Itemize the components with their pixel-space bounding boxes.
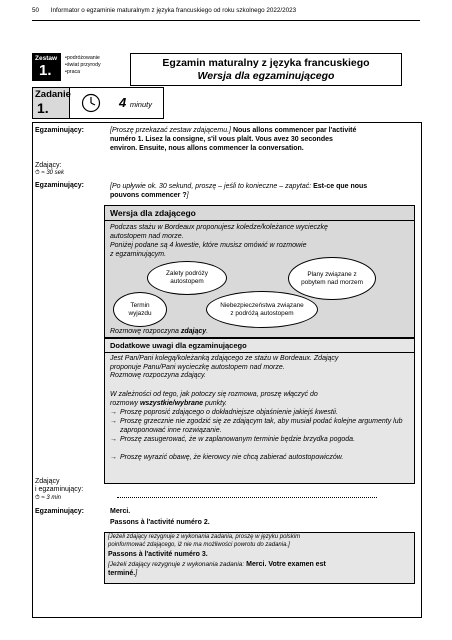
- zestaw-topics: [65, 55, 101, 76]
- passons-2-text: Passons à l'activité numéro 2.: [110, 519, 210, 526]
- clock-icon: [81, 93, 101, 113]
- zadanie-badge: [32, 87, 70, 119]
- topic-item: • podróżowanie: [65, 55, 101, 62]
- time-box: [69, 87, 164, 119]
- topic-bubble: Plany związane z pobytem nad morzem: [288, 257, 376, 300]
- dotted-separator: [117, 497, 377, 498]
- french-text: pouvons commencer ?: [110, 192, 187, 199]
- examiner-line-2: [110, 182, 410, 200]
- note-bullet: Proszę grzecznie nie zgodzić się ze zdającym tak, aby musiał podać kolejne argumenty lub zaproponować inne rozwiązanie.: [120, 418, 403, 434]
- topic-bubble: Zalety podróży autostopem: [147, 261, 227, 295]
- examiner-notes-box: [104, 338, 415, 484]
- note-bullet: Proszę wyrazić obawę, że kierowcy nie chcą zabierać autostopowiczów.: [120, 454, 344, 461]
- note-bullet: Proszę poprosić zdającego o dokładniejsze objaśnienie jakiejś kwestii.: [120, 409, 338, 416]
- french-text: Nous allons commencer par l'activité: [232, 127, 357, 134]
- task-paragraph-1: [110, 223, 410, 241]
- clock-icon: ⏱: [35, 170, 40, 176]
- resignation-instruction-1: [Jeżeli zdający rezygnuje z wykonania zadania, proszę w języku polskim poinformować zdającego, iż nie ma możliwości powrotu do zadania.]: [108, 534, 301, 548]
- instruction-text: [Po upływie ok. 30 sekund, proszę – jeśli to konieczne – zapytać:: [110, 183, 312, 190]
- task-text: autostopem nad morze.: [110, 233, 184, 240]
- task-text: Podczas stażu w Bordeaux proponujesz koledze/koleżance wycieczkę: [110, 224, 328, 231]
- french-text: environ. Ensuite, nous allons commencer la conversation.: [110, 145, 304, 152]
- zestaw-badge: [32, 53, 61, 81]
- arrow-icon: →: [110, 409, 117, 416]
- title-divider: [105, 352, 414, 353]
- exam-title: Egzamin maturalny z języka francuskiego: [162, 57, 370, 69]
- closing-line: Rozmowę rozpoczyna zdający.: [110, 328, 209, 335]
- arrow-icon: →: [110, 436, 117, 443]
- instruction-text: [Proszę przekazać zestaw zdającemu.]: [110, 127, 231, 134]
- instruction-text: ]: [186, 192, 189, 199]
- task-paragraph-2: [110, 241, 410, 259]
- examiner-label: Egzaminujący:: [35, 182, 85, 189]
- conversation-time: ⏱ ≈ 3 min: [35, 495, 61, 501]
- title-divider: [105, 220, 414, 221]
- header-divider: [32, 20, 420, 21]
- french-text: numéro 1. Lisez la consigne, s'il vous plaît. Vous avez 30 secondes: [110, 136, 333, 143]
- student-version-title: Wersja dla zdającego: [110, 208, 196, 218]
- notes-paragraph-1: Jest Pan/Pani kolegą/koleżanką zdającego ze stażu w Bordeaux. Zdający proponuje Panu/Pani wycieczkę autostopem nad morze. Rozmowę rozpoczyna zdający.: [110, 355, 339, 380]
- topic-item: • świat przyrody: [65, 62, 101, 69]
- page-number: 50: [32, 7, 40, 14]
- french-text: Est-ce que nous: [313, 183, 368, 190]
- examiner-line-1: [110, 126, 410, 153]
- time-unit: minuty: [129, 100, 152, 109]
- exam-subtitle: Wersja dla egzaminującego: [197, 70, 335, 82]
- time-limit: [119, 95, 152, 110]
- zadanie-label: Zadanie: [35, 89, 71, 100]
- examiner-label: Egzaminujący:: [35, 508, 85, 515]
- task-text: z egzaminującym.: [110, 251, 167, 258]
- header-title: Informator o egzaminie maturalnym z języka francuskiego od roku szkolnego 2022/2023: [50, 7, 297, 14]
- page-header: [32, 7, 296, 14]
- topic-item: • praca: [65, 69, 101, 76]
- student-time-value: ≈ 30 sek: [41, 170, 64, 176]
- student-label: Zdający:: [35, 162, 62, 169]
- zestaw-label: Zestaw: [35, 55, 58, 62]
- clock-icon: ⏱: [35, 495, 40, 501]
- arrow-icon: →: [110, 418, 117, 425]
- student-time: [35, 169, 64, 177]
- conversation-label: Zdający i egzaminujący:: [35, 478, 84, 493]
- passons-3-text: Passons à l'activité numéro 3.: [108, 551, 208, 558]
- arrow-icon: →: [110, 454, 117, 461]
- zadanie-number: 1.: [37, 100, 49, 116]
- time-value: 4: [119, 95, 127, 110]
- topic-bubble: Niebezpieczeństwa związane z podróżą autostopem: [206, 291, 318, 328]
- note-bullet: Proszę zasugerować, że w zaplanowanym terminie będzie brzydka pogoda.: [120, 436, 356, 443]
- notes-paragraph-2: W zależności od tego, jak potoczy się rozmowa, proszę włączyć do rozmowy wszystkie/wybrane punkty.: [110, 391, 318, 407]
- student-version-box: [104, 205, 415, 338]
- examiner-label: Egzaminujący:: [35, 127, 85, 134]
- notes-title: Dodatkowe uwagi dla egzaminującego: [110, 341, 247, 350]
- zestaw-number: 1.: [39, 62, 52, 79]
- task-text: Poniżej podane są 4 kwestie, które musisz omówić w rozmowie: [110, 242, 307, 249]
- topic-bubble: Termin wyjazdu: [113, 292, 167, 327]
- exam-title-box: [130, 53, 402, 86]
- resignation-instruction-2: [Jeżeli zdający rezygnuje z wykonania zadania: Merci. Votre examen est terminé.]: [108, 561, 326, 577]
- merci-text: Merci.: [110, 508, 131, 515]
